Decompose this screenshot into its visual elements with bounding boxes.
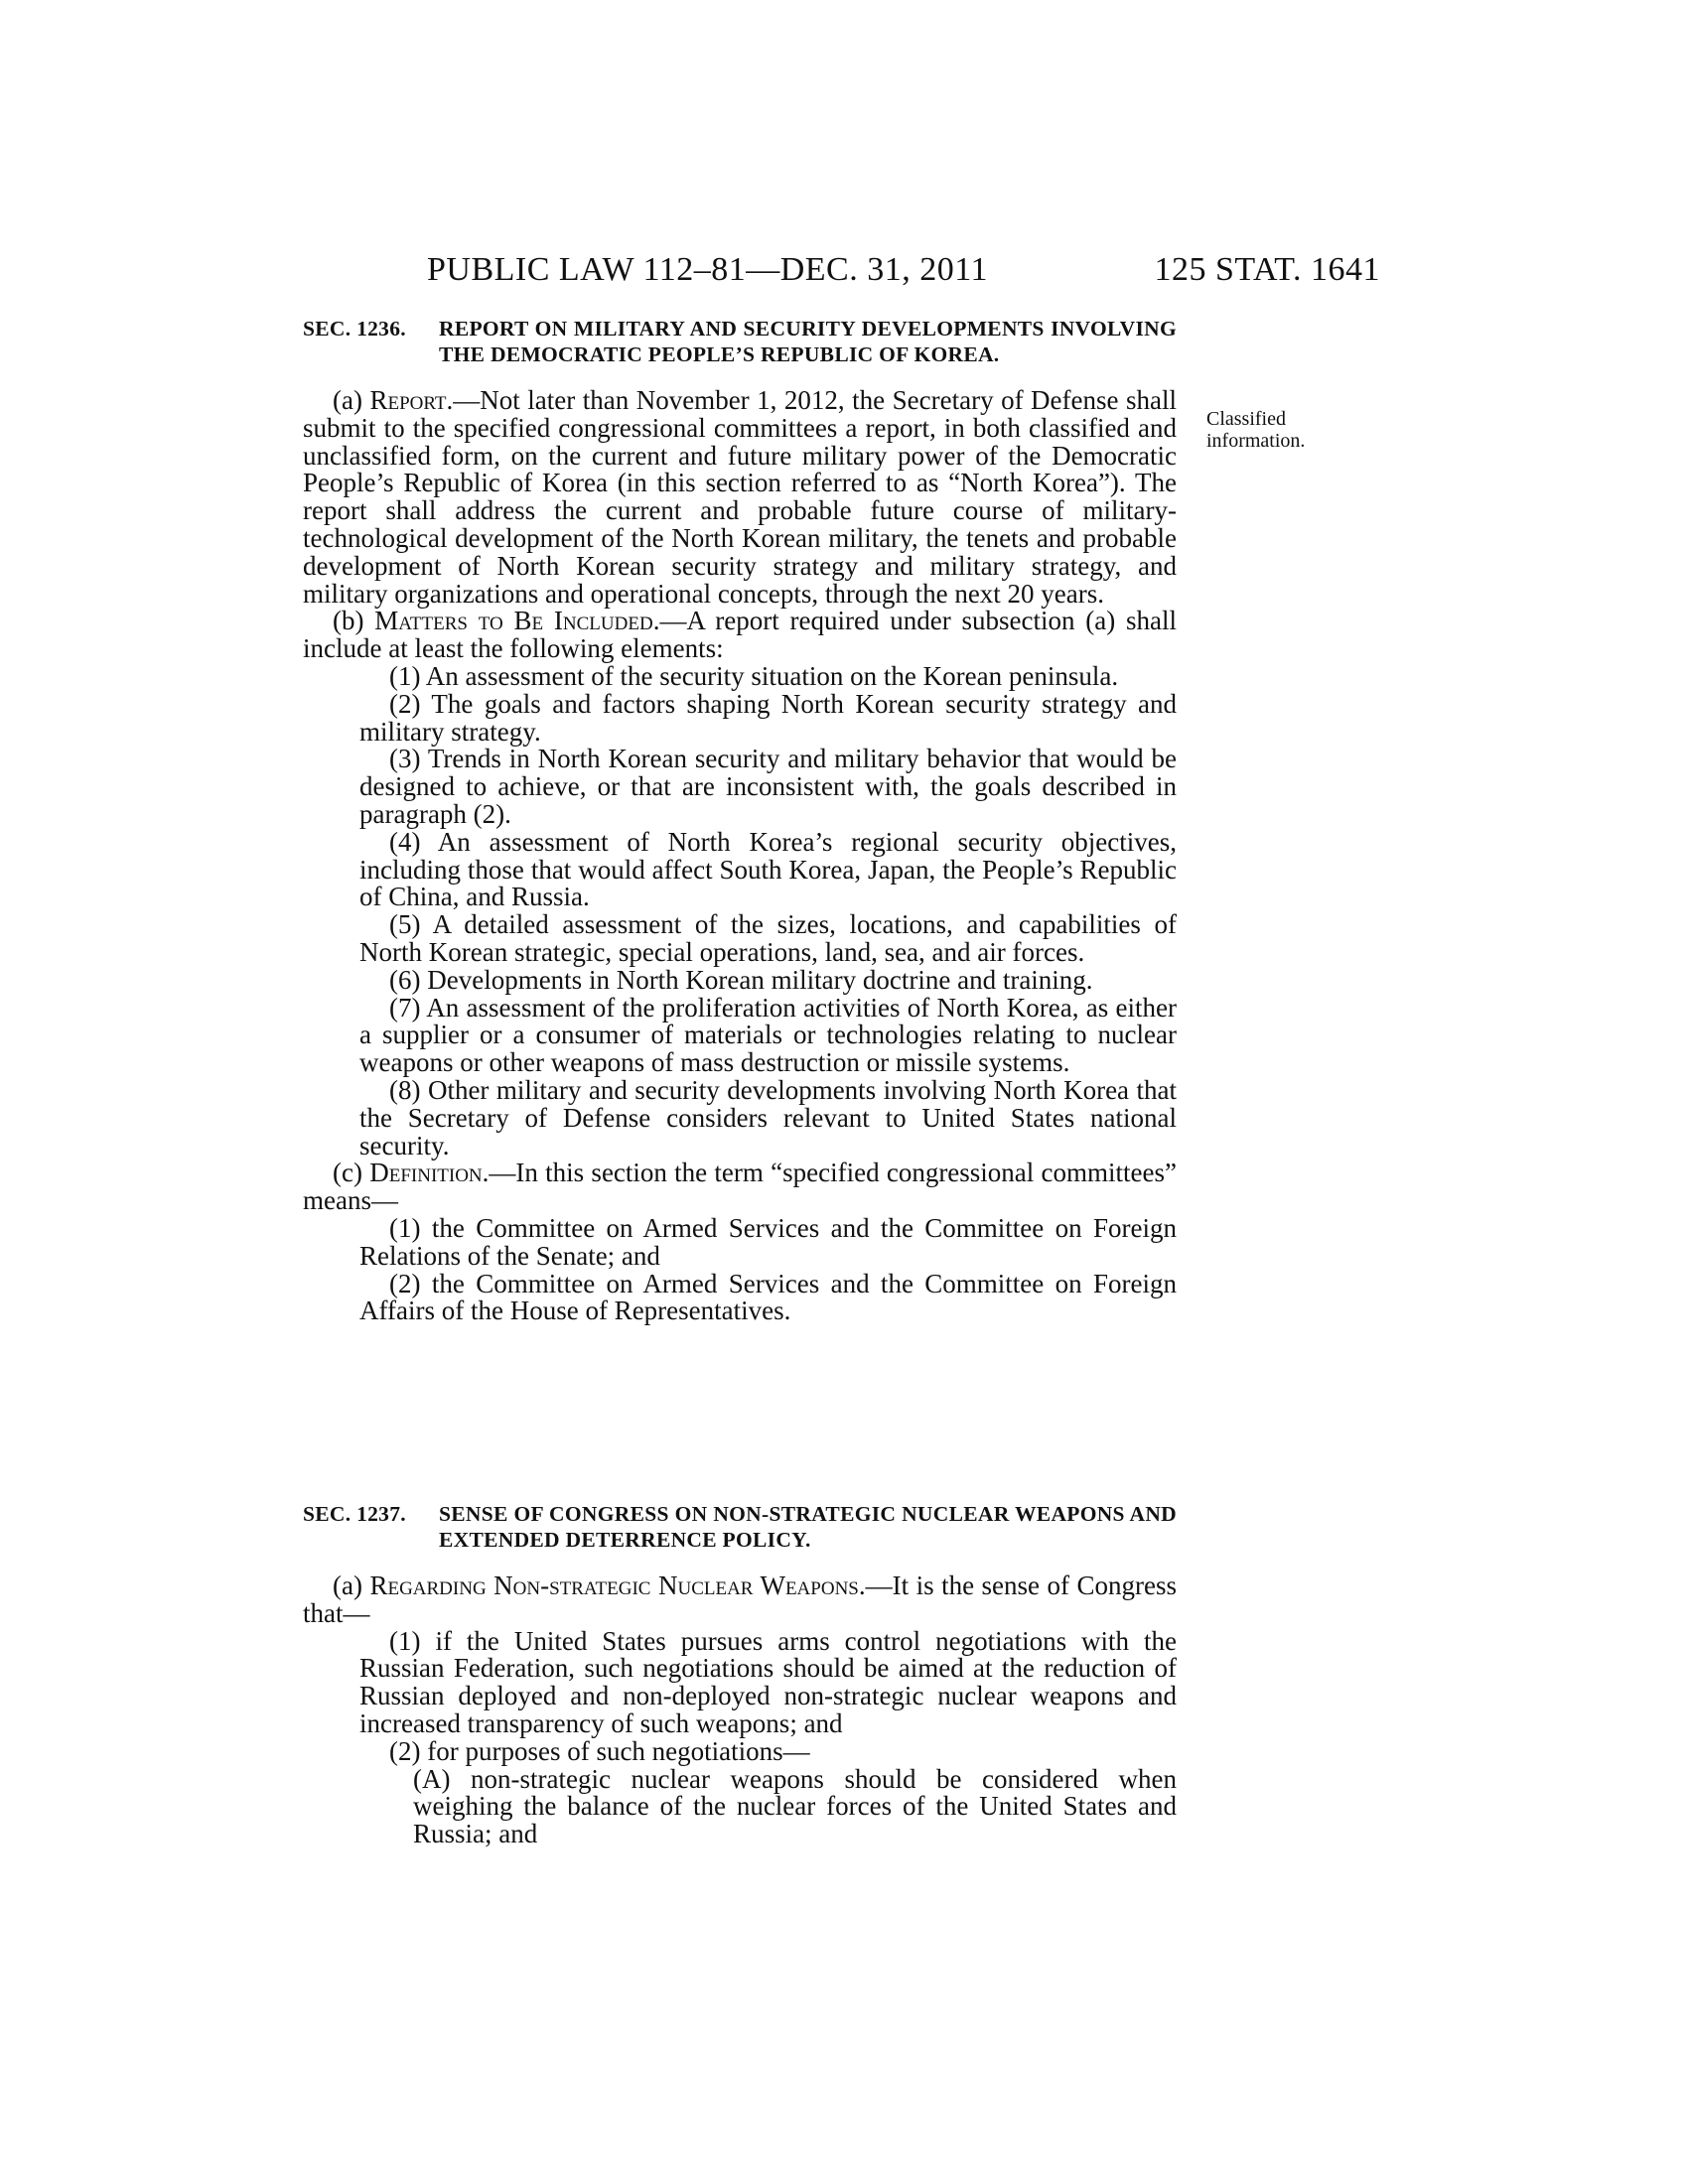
paragraph-item: (2) for purposes of such negotiations— (389, 1735, 810, 1766)
section-number: SEC. 1236. (303, 317, 406, 341)
subsection-heading: Report (369, 385, 447, 415)
paragraph-item: (1) if the United States pursues arms control negotiations with the Russian Federation, such negotiations should be aimed at the reduction of Russian deployed and non-deployed non-strategic nuclear weapons and increased transparency of such weapons; and (359, 1625, 1177, 1738)
section-title: SENSE OF CONGRESS ON NON-STRATEGIC NUCLEAR WEAPONS AND EXTENDED DETERRENCE POLICY. (439, 1502, 1177, 1552)
running-head-law: PUBLIC LAW 112–81—DEC. 31, 2011 (427, 251, 988, 288)
section-title: REPORT ON MILITARY AND SECURITY DEVELOPMENTS INVOLVING THE DEMOCRATIC PEOPLE’S REPUBLIC OF KOREA. (439, 317, 1177, 366)
section-1237 (303, 1501, 1177, 1848)
subsection-c: (c) Definition.—In this section the term “specified congressional committees” means— (303, 1158, 1178, 1216)
paragraph-item: (1) the Committee on Armed Services and the Committee on Foreign Relations of the Senate; and (359, 1212, 1177, 1271)
section-heading-1236 (303, 316, 1177, 367)
subsection-a: (a) Regarding Non-strategic Nuclear Weapons.—It is the sense of Congress that— (303, 1570, 1177, 1628)
margin-note-line1: Classified (1206, 408, 1286, 430)
running-head-stat: 125 STAT. 1641 (1154, 251, 1380, 288)
paragraph-item: (2) The goals and factors shaping North Korean security strategy and military strategy. (359, 688, 1177, 747)
paragraph-item: (5) A detailed assessment of the sizes, locations, and capabilities of North Korean strategic, special operations, land, sea, and air forces. (359, 909, 1177, 967)
subsection-heading: Definition (369, 1158, 483, 1188)
section-1236 (303, 316, 1177, 1325)
subsection-heading: Matters to Be Included (374, 606, 653, 636)
section-number: SEC. 1237. (303, 1502, 406, 1526)
paragraph-item: (8) Other military and security developments involving North Korea that the Secretary of Defense considers relevant to United States national security. (359, 1074, 1177, 1160)
paragraph-item: (7) An assessment of the proliferation activities of North Korea, as either a supplier or a consumer of materials or technologies relating to nuclear weapons or other weapons of mass destruction or missile systems. (359, 992, 1177, 1078)
paragraph-item: (1) An assessment of the security situation on the Korean peninsula. (389, 660, 1119, 691)
paragraph-item: (4) An assessment of North Korea’s regional security objectives, including those that would affect South Korea, Japan, the People’s Republic of China, and Russia. (359, 826, 1177, 912)
section-heading-1237 (303, 1501, 1177, 1553)
margin-note (1206, 408, 1355, 452)
subsection-a: (a) Report.—Not later than November 1, 2012, the Secretary of Defense shall submit to the specified congressional committees a report, in both classified and unclassified form, on the current and future military power of the Democratic People’s Republic of Korea (in this section referred to as “North Korea”). The report shall address the current and probable future course of military-technological development of the North Korean military, the tenets and probable development of North Korean security strategy and military strategy, and military organizations and operational concepts, through the next 20 years. (303, 385, 1177, 609)
margin-note-line2: information. (1206, 430, 1306, 452)
subsection-heading: Regarding Non-strategic Nuclear Weapons (369, 1570, 859, 1600)
paragraph-item: (2) the Committee on Armed Services and the Committee on Foreign Affairs of the House of Representatives. (359, 1268, 1177, 1326)
paragraph-item: (6) Developments in North Korean military doctrine and training. (389, 964, 1093, 995)
subparagraph-item: (A) non-strategic nuclear weapons should be considered when weighing the balance of the nuclear forces of the United States and Russia; and (413, 1763, 1177, 1849)
subsection-b: (b) Matters to Be Included.—A report required under subsection (a) shall include at least the following elements: (303, 606, 1178, 664)
running-head (427, 248, 1380, 292)
paragraph-item: (3) Trends in North Korean security and military behavior that would be designed to achieve, or that are inconsistent with, the goals described in paragraph (2). (359, 744, 1177, 829)
